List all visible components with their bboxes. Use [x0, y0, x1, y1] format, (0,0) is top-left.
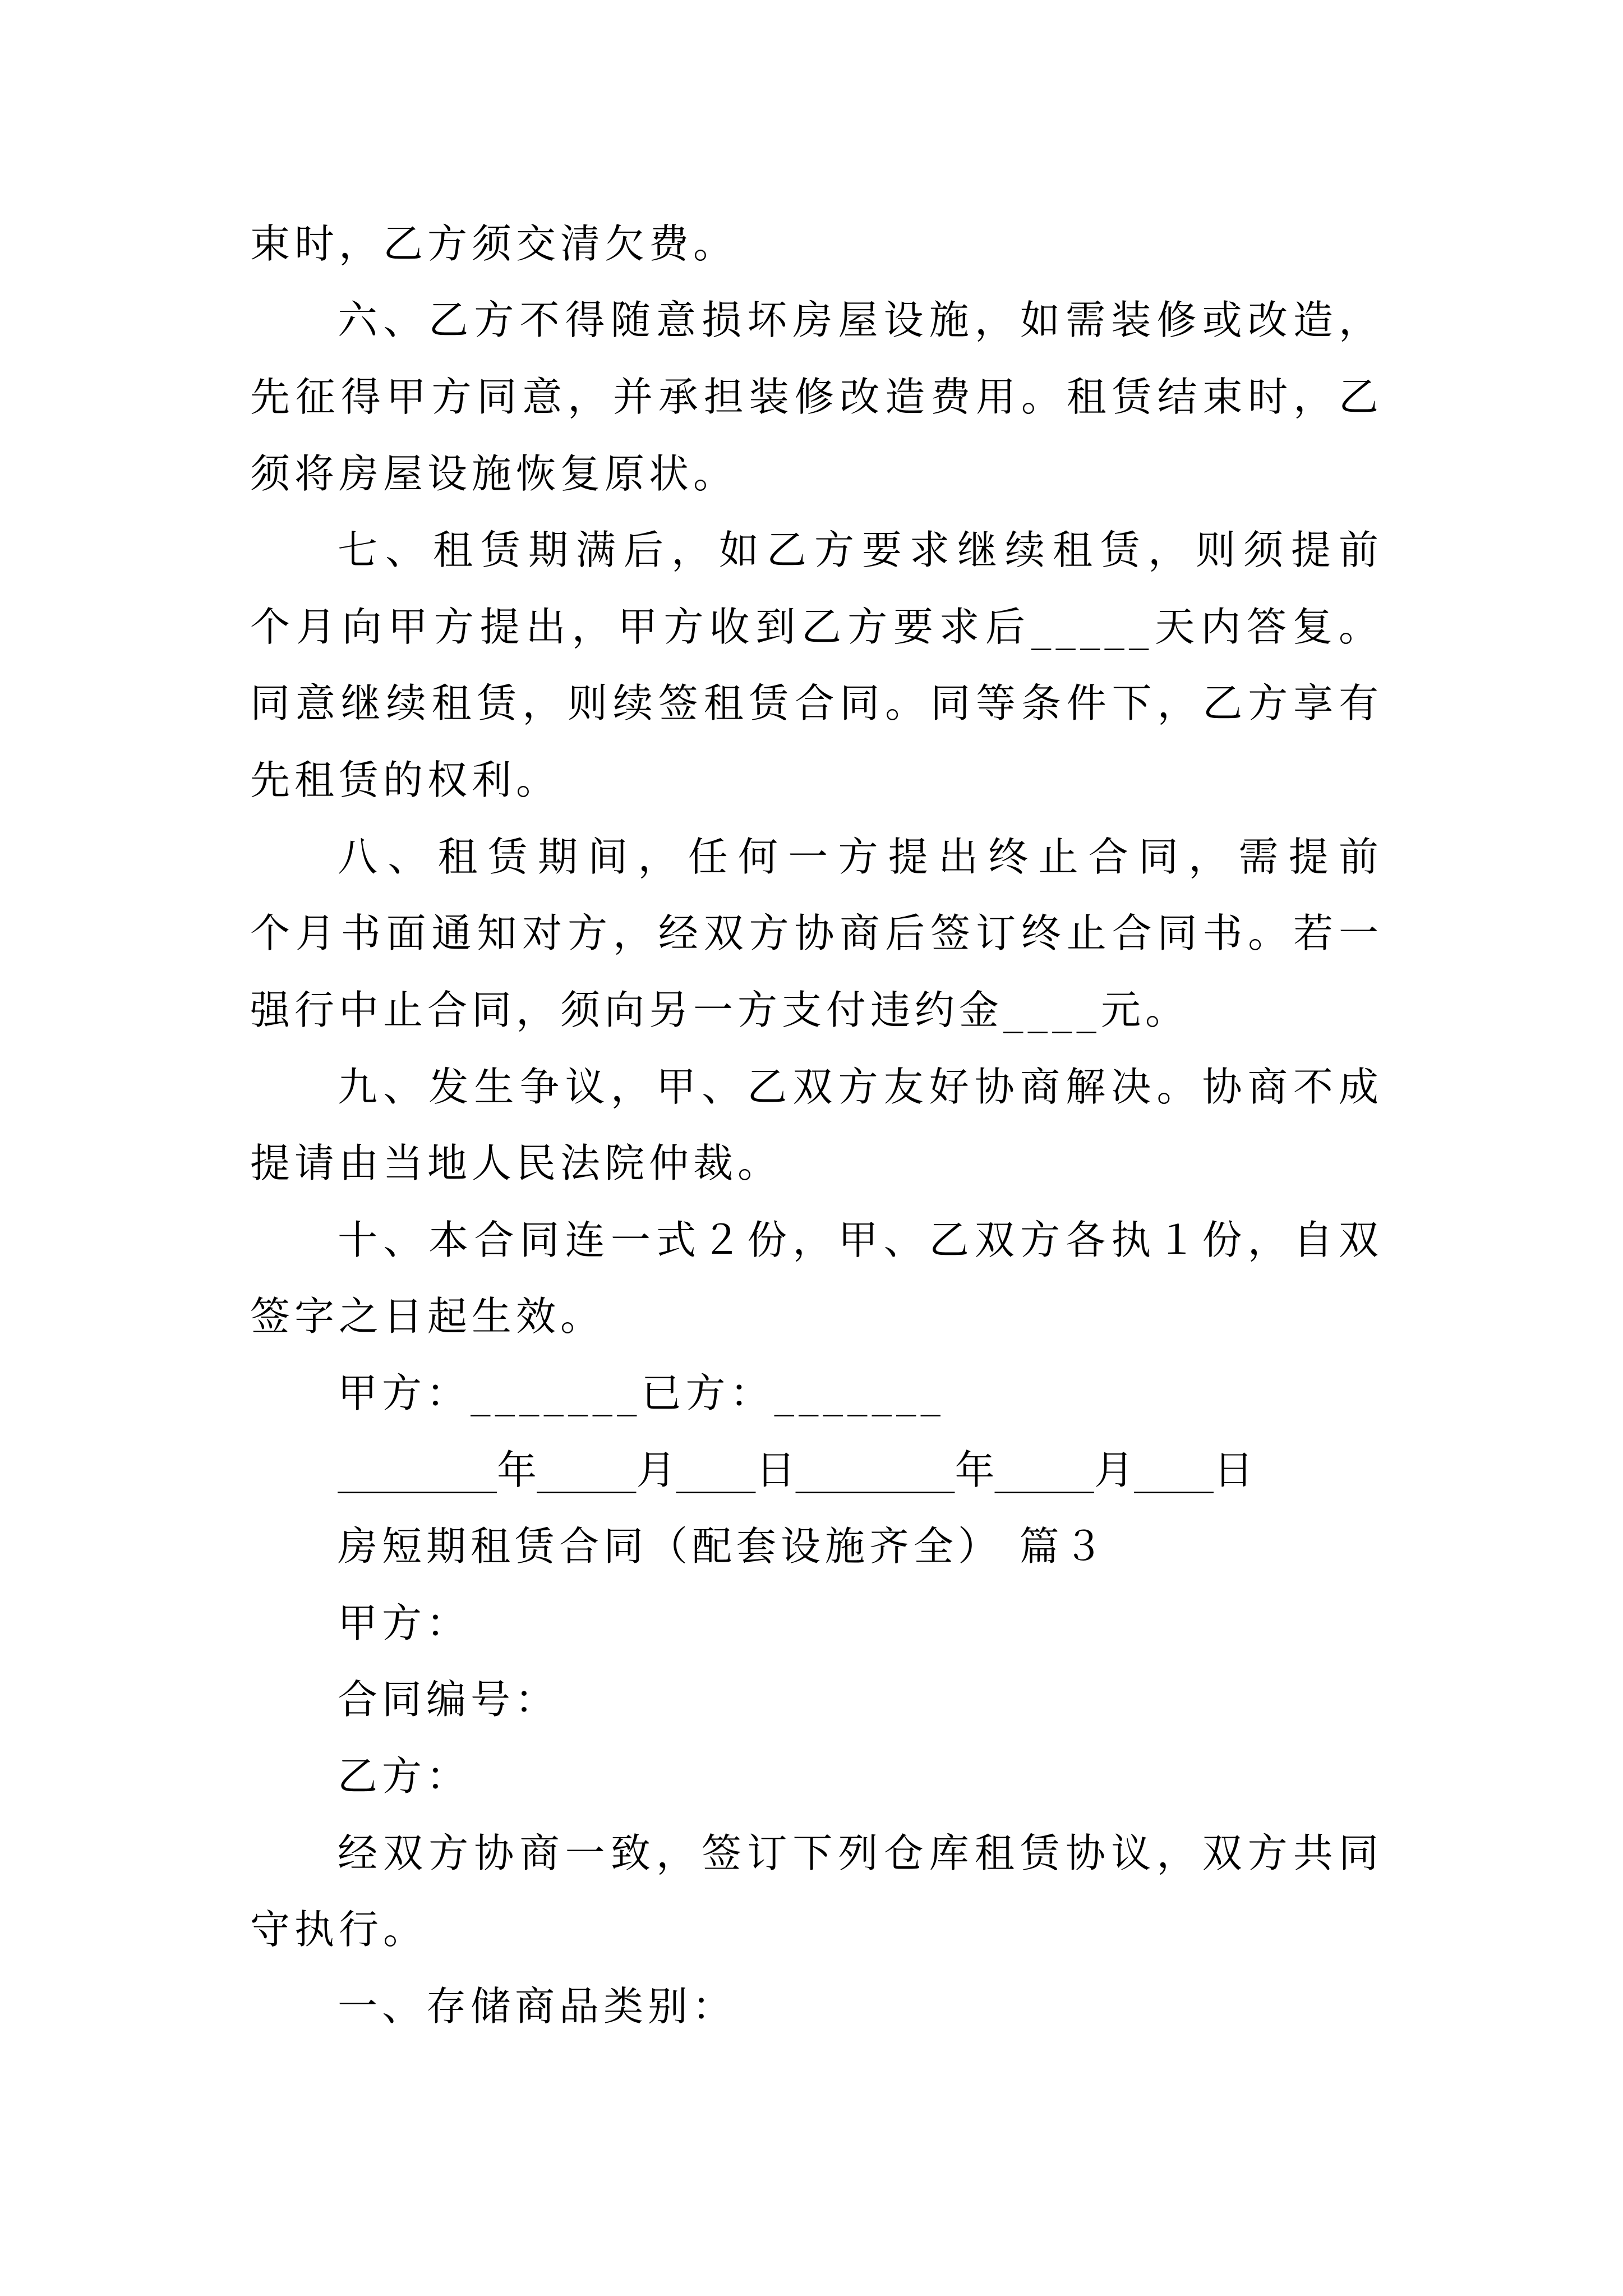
text-line: 经双方协商一致，签订下列仓库租赁协议，双方共同	[338, 1830, 1383, 1876]
text-line: 束时，乙方须交清欠费。	[250, 220, 738, 267]
text-line: 八、租赁期间，任何一方提出终止合同，需提前	[338, 834, 1383, 880]
date-line: ________年_____月____日________年_____月____日	[338, 1447, 1254, 1493]
text-line: 个月书面通知对方，经双方协商后签订终止合同书。若一	[250, 910, 1383, 956]
text-line: 十、本合同连一式２份，甲、乙双方各执１份，自双	[338, 1217, 1383, 1263]
text-line: 守执行。	[250, 1906, 428, 1953]
text-line: 强行中止合同，须向另一方支付违约金____元。	[250, 987, 1190, 1033]
text-line: 提请由当地人民法院仲裁。	[250, 1140, 782, 1186]
text-line: 一、存储商品类别：	[338, 1983, 737, 2030]
text-line: 签字之日起生效。	[250, 1293, 605, 1340]
text-line: 六、乙方不得随意损坏房屋设施，如需装修或改造，	[338, 297, 1383, 343]
text-line: 须将房屋设施恢复原状。	[250, 450, 738, 497]
text-line: 先租赁的权利。	[250, 757, 561, 803]
section-heading: 房短期租赁合同（配套设施齐全） 篇３	[338, 1523, 1108, 1570]
text-line: 先征得甲方同意，并承担装修改造费用。租赁结束时，乙	[250, 374, 1383, 420]
text-line: 七、租赁期满后，如乙方要求继续租赁，则须提前	[338, 527, 1383, 573]
text-line: 同意继续租赁，则续签租赁合同。同等条件下，乙方享有	[250, 680, 1383, 726]
signature-line: 甲方：_______已方：_______	[338, 1370, 946, 1416]
party-a-label: 甲方：	[338, 1600, 471, 1646]
text-line: 九、发生争议，甲、乙双方友好协商解决。协商不成	[338, 1064, 1383, 1110]
text-line: 个月向甲方提出，甲方收到乙方要求后_____天内答复。	[250, 604, 1383, 650]
contract-number-label: 合同编号：	[338, 1676, 560, 1723]
party-b-label: 乙方：	[338, 1753, 471, 1800]
